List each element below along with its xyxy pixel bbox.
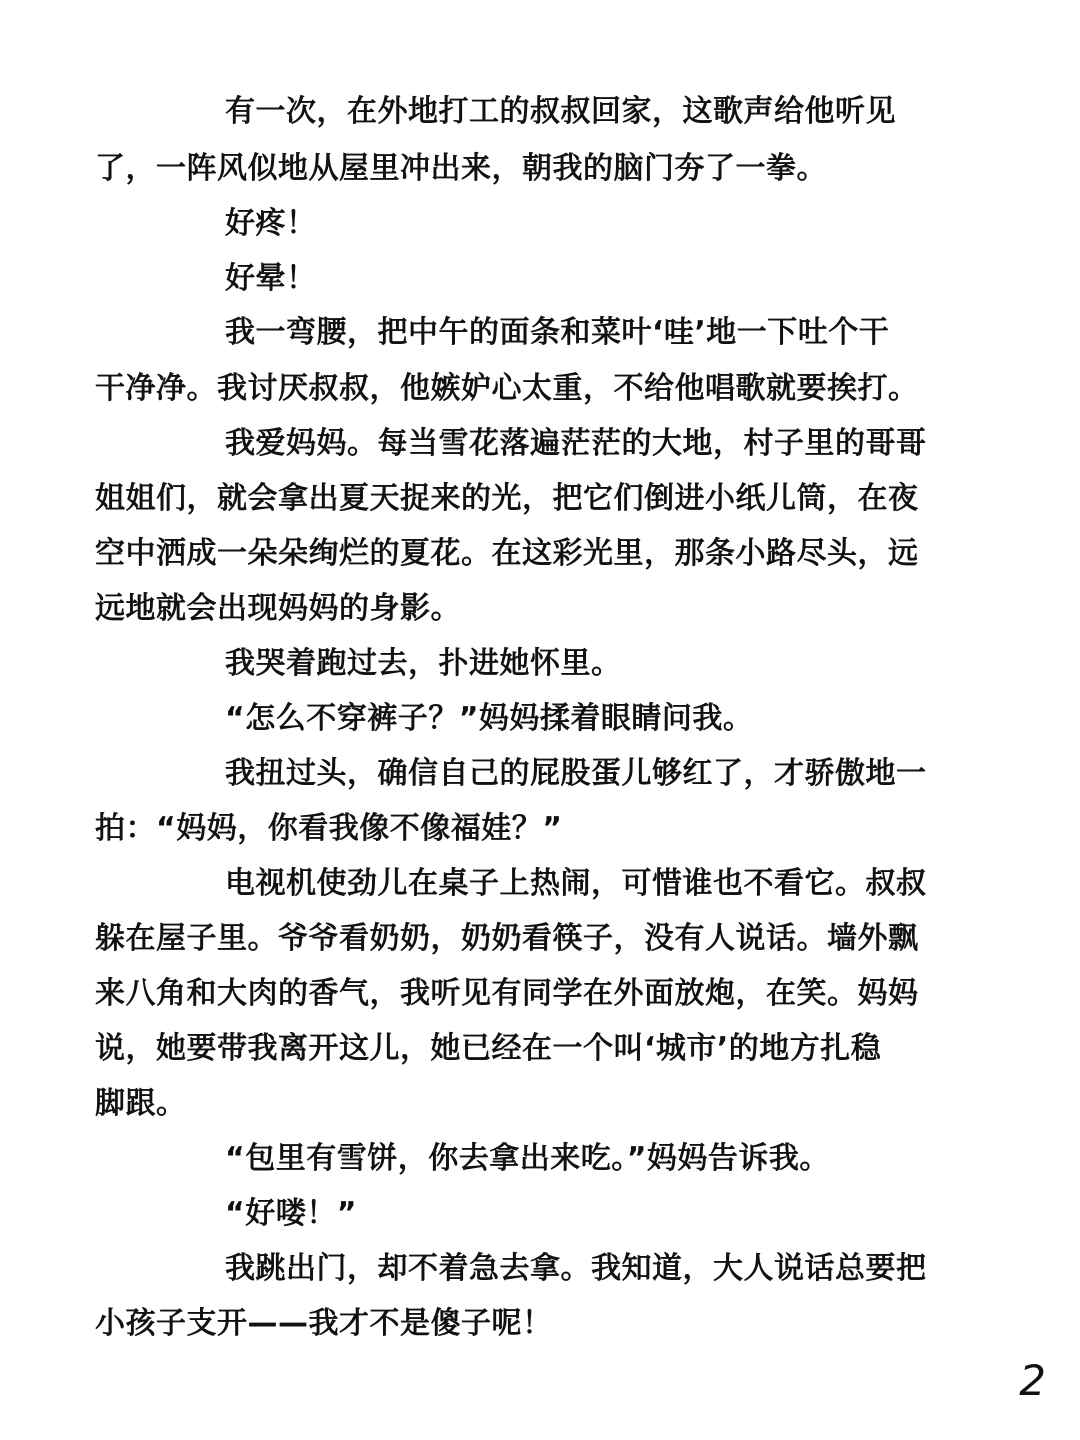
page-number: 2 [1019,1356,1046,1405]
text-line: 干净净。我讨厌叔叔，他嫉妒心太重，不给他唱歌就要挨打。 [95,371,919,406]
text-line: “怎么不穿裤子？”妈妈揉着眼睛问我。 [225,701,754,736]
text-line: 空中洒成一朵朵绚烂的夏花。在这彩光里，那条小路尽头，远 [95,536,919,571]
text-line: 我跳出门，却不着急去拿。我知道，大人说话总要把 [225,1251,927,1286]
text-line: 我哭着跑过去，扑进她怀里。 [225,646,622,681]
text-line: 我一弯腰，把中午的面条和菜叶‘哇’地一下吐个干 [225,315,890,350]
text-line: 躲在屋子里。爷爷看奶奶，奶奶看筷子，没有人说话。墙外飘 [95,921,919,956]
text-line: 了，一阵风似地从屋里冲出来，朝我的脑门夯了一拳。 [95,151,827,186]
text-line: 好疼！ [225,206,317,241]
text-line: 来八角和大肉的香气，我听见有同学在外面放炮，在笑。妈妈 [95,976,919,1011]
text-line: “包里有雪饼，你去拿出来吃。”妈妈告诉我。 [225,1141,830,1176]
text-line: “好喽！” [225,1196,357,1231]
text-line: 说，她要带我离开这儿，她已经在一个叫‘城市’的地方扎稳 [95,1031,882,1066]
text-line: 有一次，在外地打工的叔叔回家，这歌声给他听见 [225,94,896,129]
text-line: 拍：“妈妈，你看我像不像福娃？” [95,811,563,846]
text-line: 好晕！ [225,261,317,296]
text-line: 远地就会出现妈妈的身影。 [95,591,461,626]
text-line: 小孩子支开——我才不是傻子呢！ [95,1306,553,1341]
text-line: 姐姐们，就会拿出夏天捉来的光，把它们倒进小纸儿筒，在夜 [95,481,919,516]
text-line: 脚跟。 [95,1086,187,1121]
text-line: 电视机使劲儿在桌子上热闹，可惜谁也不看它。叔叔 [225,866,927,901]
text-line: 我扭过头，确信自己的屁股蛋儿够红了，才骄傲地一 [225,756,927,791]
text-line: 我爱妈妈。每当雪花落遍茫茫的大地，村子里的哥哥 [225,426,927,461]
